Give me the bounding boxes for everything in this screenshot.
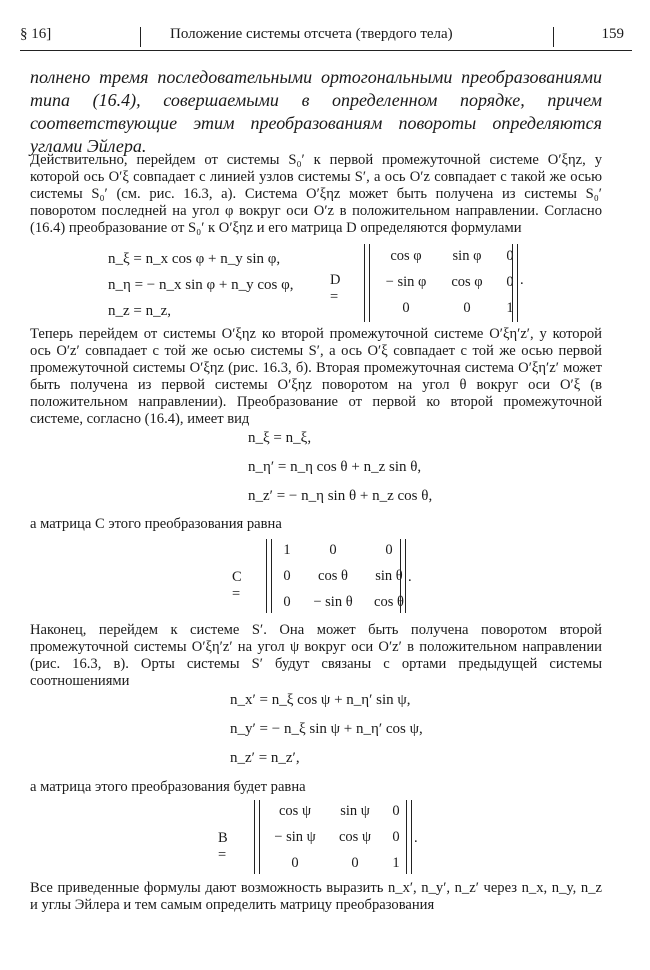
matrix-cell: 0 [283, 568, 291, 584]
equation-group-3 [230, 690, 423, 768]
matrix-cell: 1 [506, 300, 514, 316]
matrix-cell: − sin θ [313, 594, 353, 610]
matrix-cell: cos θ [374, 594, 404, 610]
equation: n_η′ = n_η cos θ + n_z sin θ, [248, 459, 422, 475]
matrix-bracket [259, 800, 260, 874]
matrix-cell: 0 [506, 248, 514, 264]
matrix-bracket [266, 539, 267, 613]
equation-group-1 [108, 249, 294, 321]
matrix-cell: 0 [329, 542, 337, 558]
matrix-cell: 0 [385, 542, 393, 558]
matrix-cell: 1 [392, 855, 400, 871]
page-number: 159 [601, 26, 624, 42]
equation: n_z′ = − n_η sin θ + n_z cos θ, [248, 488, 433, 504]
matrix-cell: 0 [291, 855, 299, 871]
matrix-bracket [406, 800, 407, 874]
matrix-cell: cos φ [451, 274, 483, 290]
matrix-cell: − sin ψ [274, 829, 316, 845]
matrix-cell: − sin φ [385, 274, 427, 290]
running-title: Положение системы отсчета (твердого тела) [170, 26, 453, 42]
matrix-end: . [414, 830, 418, 846]
paragraph: Теперь перейдем от системы O′ξηz ко второй промежуточной системе O′ξη′z′, у которой ось O′z′ совпадает с той же осью системы S′, а ось O′ξ совпадает с той же осью первой промежуточной системы O′ξηz (рис. 16.3, б). Вторая промежуточная система O′ξη′z′ может быть получена из первой системы O′ξηz поворотом на угол θ вокруг оси O′ξ (в положительном направлении). Преобразование от первой ко второй промежуточной системе, согласно (16.4), имеет вид [30, 326, 602, 428]
matrix-bracket [512, 244, 513, 322]
matrix-cell: sin θ [375, 568, 403, 584]
equation: n_y′ = − n_ξ sin ψ + n_η′ cos ψ, [230, 721, 423, 737]
matrix-cell: 0 [506, 274, 514, 290]
matrix-bracket [411, 800, 412, 874]
paragraph: Все приведенные формулы дают возможность выразить n_x′, n_y′, n_z′ через n_x, n_y, n_z и углы Эйлера и тем самым определить матрицу преобразования [30, 880, 602, 914]
matrix-cell: cos θ [318, 568, 348, 584]
matrix-cell: cos ψ [278, 803, 312, 819]
matrix-cell: 1 [283, 542, 291, 558]
matrix-bracket [364, 244, 365, 322]
equation: n_η = − n_x sin φ + n_y cos φ, [108, 277, 294, 293]
equation: n_z′ = n_z′, [230, 750, 300, 766]
matrix-bracket [405, 539, 406, 613]
paragraph: Действительно, перейдем от системы S₀′ к первой промежуточной системе O′ξηz, у которой ось O′ξ совпадает с линией узлов системы S′, а ось O′z совпадает с такой же осью системы S₀′ (см. рис. 16.3, а). Система O′ξηz может быть получена из системы S₀′ поворотом последней на угол φ вокруг оси O′z в положительном направлении. Согласно (16.4) преобразование от S₀′ к O′ξηz и его матрица D определяются формулами [30, 152, 602, 237]
equation: n_ξ = n_ξ, [248, 430, 312, 446]
matrix-label: B = [218, 830, 228, 863]
matrix-bracket [254, 800, 255, 874]
matrix-cell: cos φ [390, 248, 422, 264]
paragraph: Наконец, перейдем к системе S′. Она может быть получена поворотом второй промежуточной системы O′ξη′z′ на угол ψ вокруг оси O′z′ в положительном направлении (рис. 16.3, в). Орты системы S′ будут связаны с ортами предыдущей системы соотношениями [30, 622, 602, 690]
matrix-bracket [271, 539, 272, 613]
matrix-cell: sin ψ [340, 803, 370, 819]
equation: n_z = n_z, [108, 303, 172, 319]
matrix-label: C = [232, 569, 242, 602]
section-ref: § 16] [20, 26, 52, 42]
matrix-cell: 0 [402, 300, 410, 316]
matrix-cell: 0 [463, 300, 471, 316]
equation: n_ξ = n_x cos φ + n_y sin φ, [108, 251, 281, 267]
matrix-cell: sin φ [452, 248, 482, 264]
header-rule [20, 50, 632, 51]
matrix-cell: 0 [351, 855, 359, 871]
equation: n_x′ = n_ξ cos ψ + n_η′ sin ψ, [230, 692, 411, 708]
matrix-cell: cos ψ [338, 829, 372, 845]
matrix-label: D = [330, 272, 341, 305]
matrix-cell: 0 [283, 594, 291, 610]
matrix-bracket [517, 244, 518, 322]
intro-italic-text: полнено тремя последовательными ортогональными преобразованиями типа (16.4), совершаемыми в определенном порядке, причем соответствующие этим преобразованиям повороты определяются углами Эйлера. [30, 67, 602, 156]
matrix-end: . [520, 272, 524, 288]
equation-group-2 [248, 428, 432, 506]
paragraph: а матрица C этого преобразования равна [30, 516, 282, 532]
header-divider [140, 27, 141, 47]
matrix-bracket [400, 539, 401, 613]
matrix-cell: 0 [392, 829, 400, 845]
header-divider [553, 27, 554, 47]
running-header [20, 26, 630, 48]
matrix-end: . [408, 569, 412, 585]
paragraph: а матрица этого преобразования будет равна [30, 779, 306, 795]
matrix-bracket [369, 244, 370, 322]
matrix-cell: 0 [392, 803, 400, 819]
